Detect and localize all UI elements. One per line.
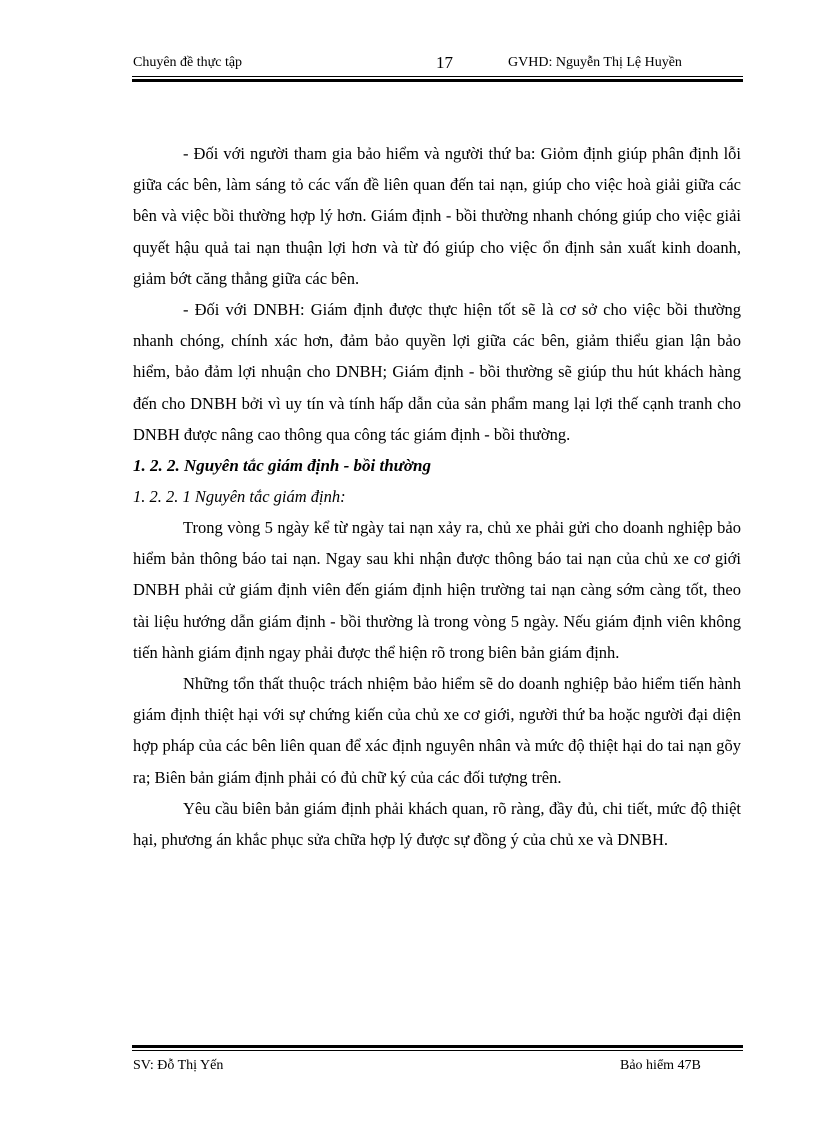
header-rule-thick [132, 79, 743, 82]
footer-class: Bảo hiểm 47B [620, 1058, 701, 1073]
header-rule-thin [132, 76, 743, 77]
paragraph-insured-third-party: - Đối với người tham gia bảo hiểm và người thứ ba: Giỏm định giúp phân định lỗi giữa các bên, làm sáng tỏ các vấn đề liên quan đến tai nạn, giúp cho việc hoà giải giữa các bên và việc bồi thường hợp lý hơn. Giám định - bồi thường nhanh chóng giúp cho việc giải quyết hậu quả tai nạn thuận lợi hơn và từ đó giúp cho việc ổn định sản xuất kinh doanh, giảm bớt căng thẳng giữa các bên. [133, 144, 741, 288]
footer-rule-thin [132, 1050, 743, 1051]
paragraph-dnbh: - Đối với DNBH: Giám định được thực hiện tốt sẽ là cơ sở cho việc bồi thường nhanh chóng, chính xác hơn, đảm bảo quyền lợi giữa các bên, giảm thiểu gian lận bảo hiểm, bảo đảm lợi nhuận cho DNBH; Giám định - bồi thường sẽ giúp thu hút khách hàng đến cho DNBH bởi vì uy tín và tính hấp dẫn của sản phẩm mang lại lợi thế cạnh tranh cho DNBH được nâng cao thông qua công tác giám định - bồi thường. [133, 300, 741, 444]
footer-student: SV: Đỗ Thị Yến [133, 1058, 224, 1073]
paragraph-report-requirements: Yêu cầu biên bản giám định phải khách quan, rõ ràng, đầy đủ, chi tiết, mức độ thiệt hại, phương án khắc phục sửa chữa hợp lý được sự đồng ý của chủ xe và DNBH. [133, 798, 741, 850]
header-title: Chuyên đề thực tập [133, 55, 243, 70]
footer-rule-thick [132, 1045, 743, 1048]
page-number: 17 [436, 53, 453, 72]
subsection-heading: 1. 2. 2. 1 Nguyên tắc giám định: [133, 487, 346, 507]
section-heading: 1. 2. 2. Nguyên tắc giám định - bồi thường [133, 456, 431, 476]
paragraph-notification: Trong vòng 5 ngày kể từ ngày tai nạn xảy ra, chủ xe phải gửi cho doanh nghiệp bảo hiểm bản thông báo tai nạn. Ngay sau khi nhận được thông báo tai nạn của chủ xe cơ giới DNBH phải cử giám định viên đến giám định hiện trường tai nạn càng sớm càng tốt, theo tài liệu hướng dẫn giám định - bồi thường là trong vòng 5 ngày. Nếu giám định viên không tiến hành giám định ngay phải được thể hiện rõ trong biên bản giám định. [133, 518, 741, 662]
header-advisor: GVHD: Nguyễn Thị Lệ Huyền [508, 55, 682, 70]
paragraph-losses: Những tổn thất thuộc trách nhiệm bảo hiểm sẽ do doanh nghiệp bảo hiểm tiến hành giám định thiệt hại với sự chứng kiến của chủ xe cơ giới, người thứ ba hoặc người đại diện hợp pháp của các bên liên quan để xác định nguyên nhân và mức độ thiệt hại do tai nạn gõy ra; Biên bản giám định phải có đủ chữ ký của các đối tượng trên. [133, 674, 741, 787]
document-body [133, 138, 741, 855]
